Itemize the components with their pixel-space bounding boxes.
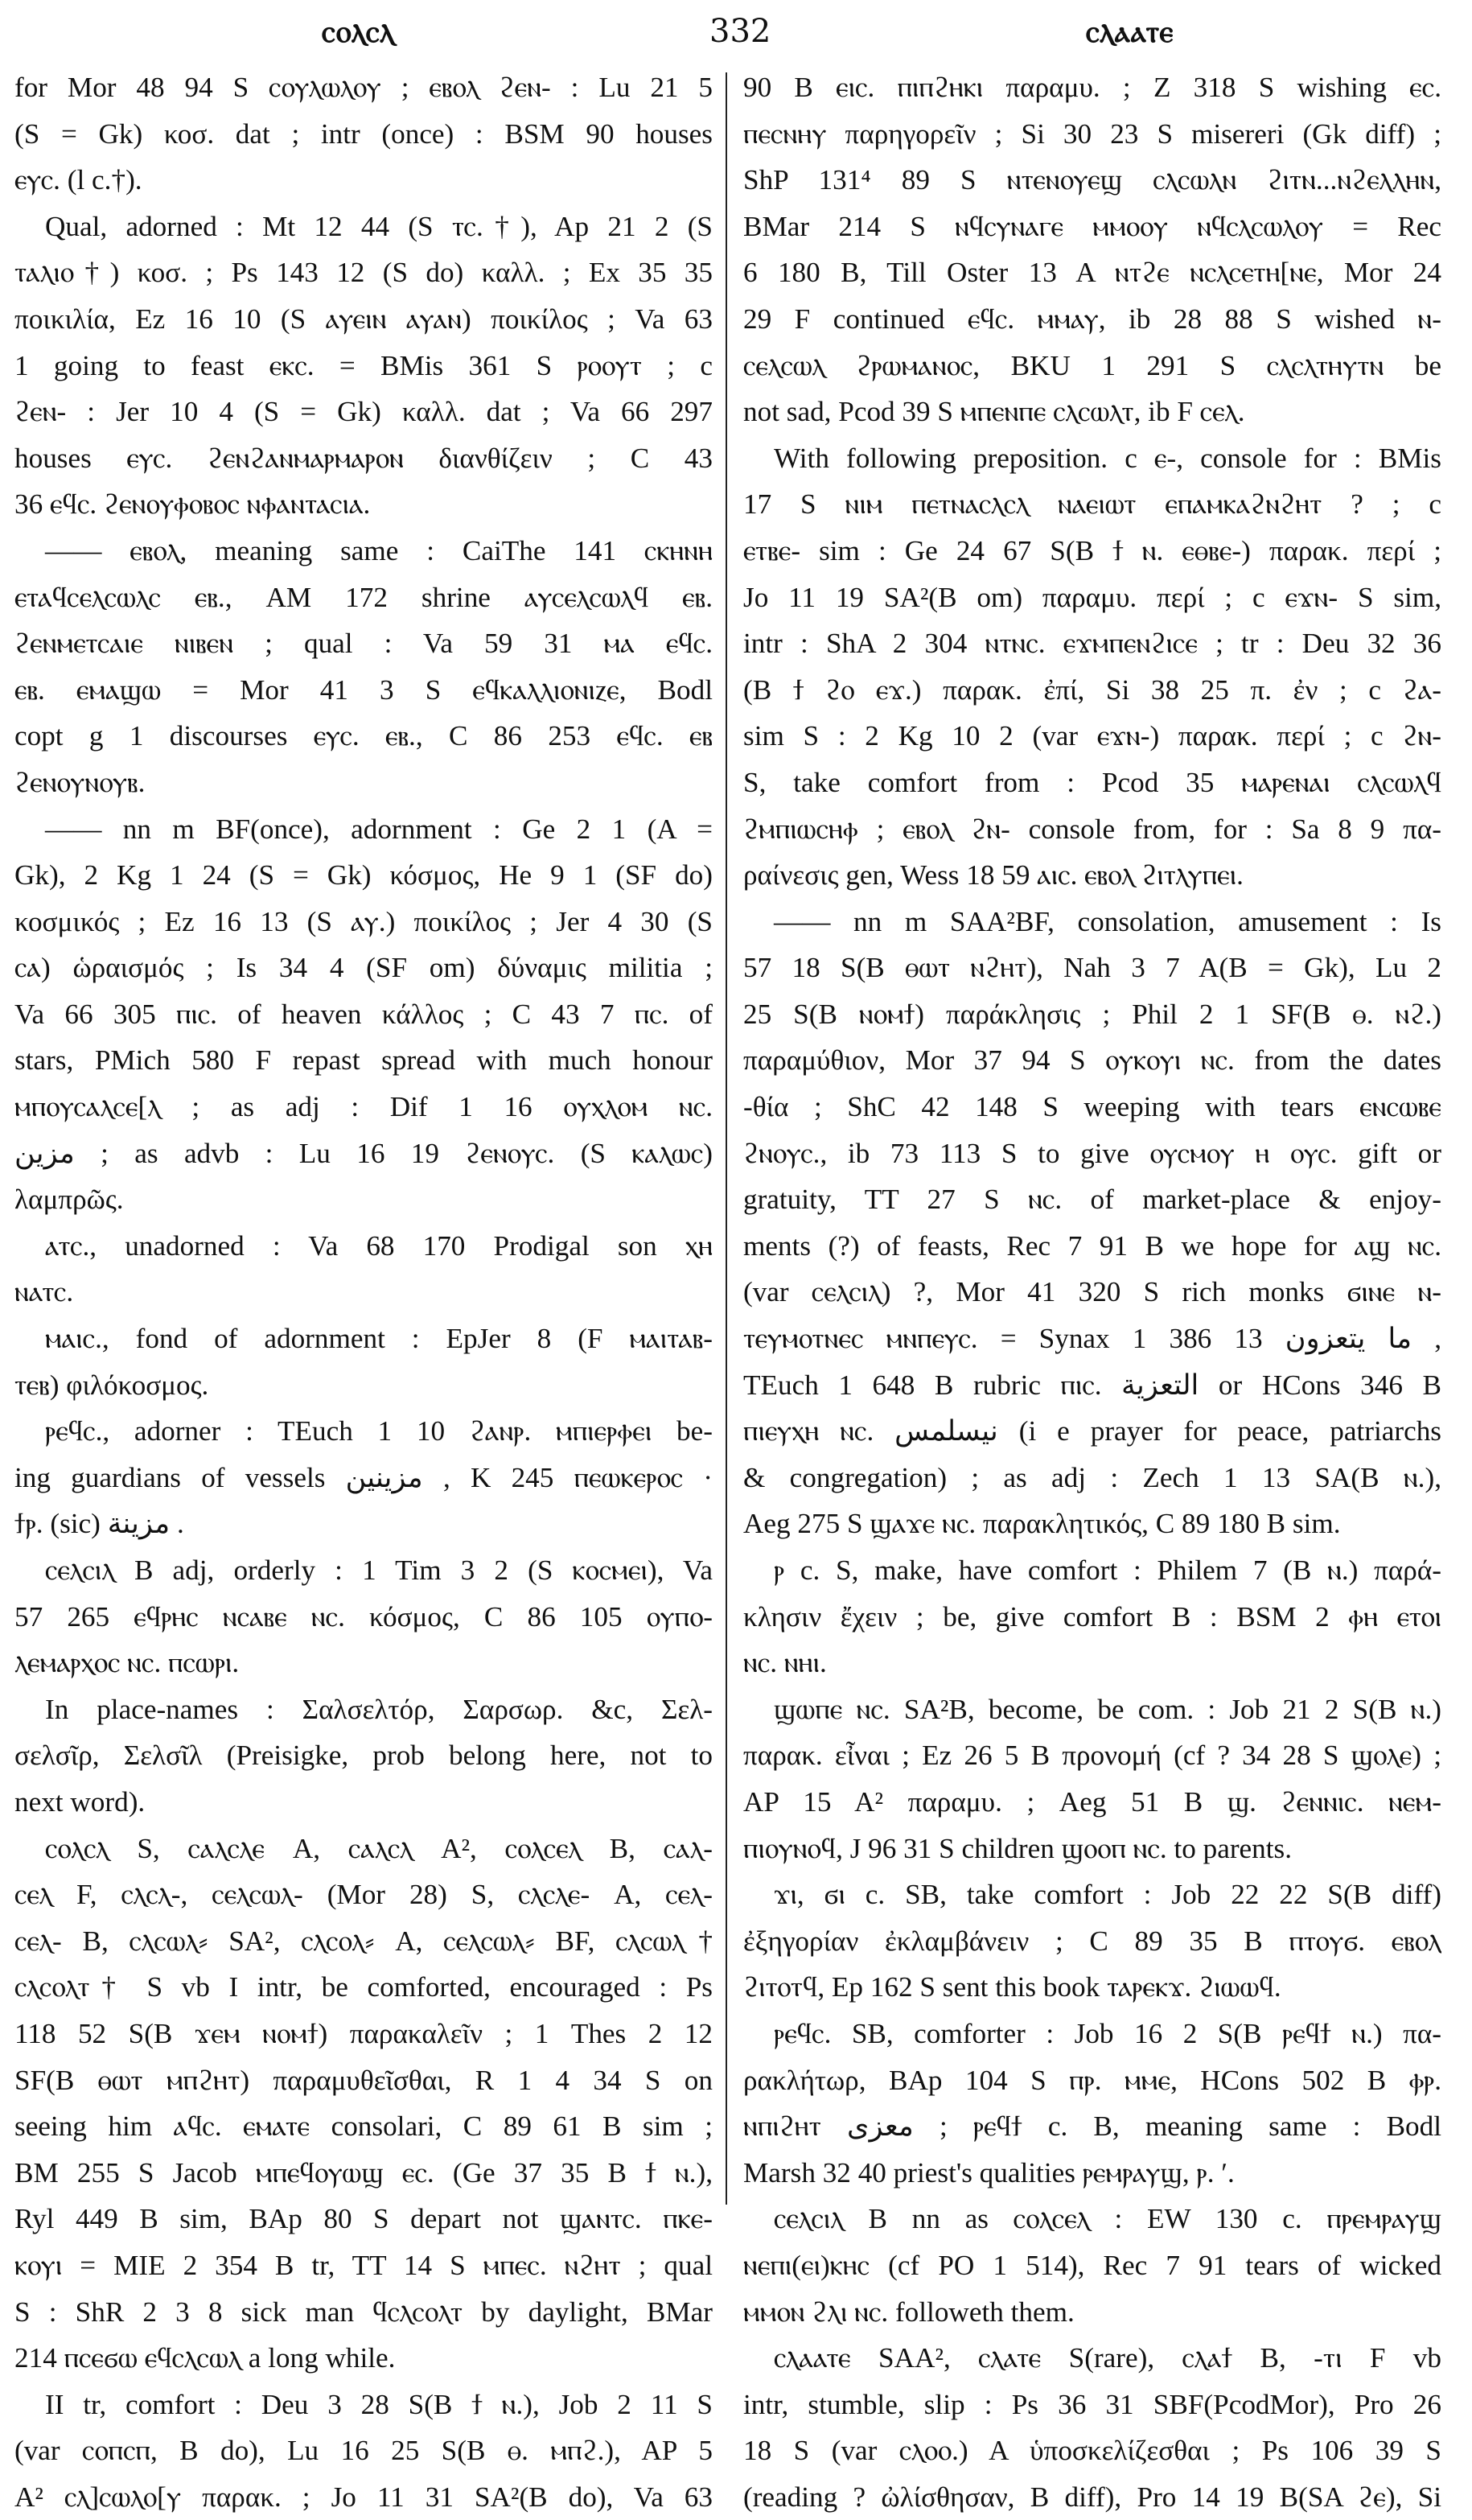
text-line: ⲥⲉⲗ- B, ⲥⲗⲥⲱⲗ⸗ SA², ⲥⲗⲥⲟⲗ⸗ A, ⲥⲉⲗⲥⲱⲗ⸗ BF, ⲥⲗⲥⲱⲗ† <box>14 1925 713 1957</box>
text-line: ⲧⲁⲗⲓⲟ†) κοσ. ; Ps 143 12 (S do) καλλ. ; Ex 35 35 <box>14 257 713 289</box>
text-line: ⲙⲡⲟⲩⲥⲁⲗⲥⲉ[ⲗ ; as adj : Dif 1 16 ⲟⲩⲭⲗⲟⲙ ⲛⲥ. <box>14 1091 713 1123</box>
text-line: ⲥⲟⲗⲥⲗ S, ⲥⲁⲗⲥⲗⲉ A, ⲥⲁⲗⲥⲗ A², ⲥⲟⲗⲥⲉⲗ B, ⲥⲁⲗ- <box>45 1832 713 1864</box>
text-line: ⲥⲉⲗ F, ⲥⲗⲥⲗ-, ⲥⲉⲗⲥⲱⲗ- (Mor 28) S, ⲥⲗⲥⲗⲉ- A, ⲥⲉⲗ- <box>14 1879 713 1911</box>
text-line: 214 ⲡⲥⲉϭⲱ ⲉϥⲥⲗⲥⲱⲗ a long while. <box>14 2342 396 2374</box>
text-line: SF(B ⲑⲱⲧ ⲙⲡϩⲏⲧ) παραμυθεῖσθαι, R 1 4 34 S on <box>14 2064 713 2096</box>
text-line: Va 66 305 ⲡⲓⲥ. of heaven κάλλος ; C 43 7 ⲡⲥ. of <box>14 998 713 1030</box>
text-line: ϩⲓⲧⲟⲧϥ, Ep 162 S sent this book ⲧⲁⲣⲉⲕϫ. ϩⲓⲱⲱϥ. <box>743 1971 1281 2003</box>
text-line: ⲣⲉϥⲥ. SB, comforter : Job 16 2 S(B ⲣⲉϥϯ ⲛ.) πα- <box>774 2017 1441 2049</box>
text-line: II tr, comfort : Deu 3 28 S(B ϯ ⲛ.), Job 2 11 S <box>45 2388 713 2420</box>
text-line: BMar 214 S ⲛϥⲥⲩⲛⲁⲅⲉ ⲙⲙⲟⲟⲩ ⲛϥⲥⲗⲥⲱⲗⲟⲩ = Rec <box>743 210 1441 242</box>
text-line: ⲡⲓⲟⲩⲛⲟϥ, J 96 31 S children ϣⲟⲟⲡ ⲛⲥ. to parents. <box>743 1832 1293 1864</box>
text-line: -θία ; ShC 42 148 S weeping with tears ⲉⲛⲥⲱⲃⲉ <box>743 1091 1441 1123</box>
text-line: 25 S(B ⲛⲟⲙϯ) παράκλησις ; Phil 2 1 SF(B ⲑ. ⲛϩ.) <box>743 998 1441 1030</box>
text-line: intr : ShA 2 304 ⲛⲧⲛⲥ. ⲉϫⲙⲡⲉⲛϩⲓⲥⲉ ; tr : Deu 32 36 <box>743 628 1441 660</box>
text-line: ⲥⲗⲥⲟⲗⲧ† S vb I intr, be comforted, encouraged : Ps <box>14 1971 713 2003</box>
text-line: (B ϯ ϩⲟ ⲉϫ.) παρακ. ἐπί, Si 38 25 π. ἐν ; c ϩⲁ- <box>743 673 1441 706</box>
text-line: κοσμικός ; Ez 16 13 (S ⲁⲩ.) ποικίλος ; Jer 4 30 (S <box>14 905 713 937</box>
text-line: ϣⲱⲡⲉ ⲛⲥ. SA²B, become, be com. : Job 21 2 S(B ⲛ.) <box>774 1693 1441 1725</box>
text-line: —— nn m SAA²BF, consolation, amusement : Is <box>774 905 1441 937</box>
text-line: ⲥⲗⲁⲁⲧⲉ SAA², ⲥⲗⲁⲧⲉ S(rare), ⲥⲗⲁϯ B, -ⲧⲓ F vb <box>774 2342 1441 2374</box>
text-line: houses ⲉⲩⲥ. ϩⲉⲛϩⲁⲛⲙⲁⲣⲙⲁⲣⲟⲛ διανθίζειν ; C 43 <box>14 442 713 474</box>
text-line: σελσῖρ, Σελσῖλ (Preisigke, prob belong here, not to <box>14 1740 713 1772</box>
text-line: ποικιλία, Ez 16 10 (S ⲁⲩⲉⲓⲛ ⲁⲩⲁⲛ) ποικίλος ; Va 63 <box>14 303 713 335</box>
header-right-headword: ⲥⲗⲁⲁⲧⲉ <box>1086 13 1174 49</box>
text-line: مزين ; as advb : Lu 16 19 ϩⲉⲛⲟⲩⲥ. (S ⲕⲁⲗⲱⲥ) <box>14 1137 713 1169</box>
text-line: (var ⲥⲟⲡⲥⲡ, B do), Lu 16 25 S(B ⲑ. ⲙⲡϩ.), AP 5 <box>14 2435 713 2467</box>
text-line: ϩⲉⲛ- : Jer 10 4 (S = Gk) καλλ. dat ; Va 66 297 <box>14 396 713 428</box>
text-line: intr, stumble, slip : Ps 36 31 SBF(PcodMor), Pro 26 <box>743 2388 1441 2420</box>
page-header <box>16 8 1456 56</box>
text-line: 29 F continued ⲉϥⲥ. ⲙⲙⲁⲩ, ib 28 88 S wished ⲛ- <box>743 303 1441 335</box>
text-line: 1 going to feast ⲉⲕⲥ. = BMis 361 S ⲣⲟⲟⲩⲧ ; c <box>14 349 713 381</box>
text-line: stars, PMich 580 F repast spread with much honour <box>14 1044 713 1077</box>
text-line: ϩⲙⲡⲓⲱⲥⲏⲫ ; ⲉⲃⲟⲗ ϩⲛ- console from, for : Sa 8 9 πα- <box>743 813 1441 845</box>
text-line: for Mor 48 94 S ⲥⲟⲩⲗⲱⲗⲟⲩ ; ⲉⲃⲟⲗ ϩⲉⲛ- : Lu 21 5 <box>14 72 713 103</box>
text-line: A² ⲥⲗ]ⲥⲱⲗⲟ[ⲩ παρακ. ; Jo 11 31 SA²(B do), Va 63 <box>14 2481 713 2513</box>
text-line: TEuch 1 648 B rubric ⲡⲓⲥ. التعزية or HCons 346 B <box>743 1369 1441 1401</box>
text-line: παραμύθιον, Mor 37 94 S ⲟⲩⲕⲟⲩⲓ ⲛⲥ. from the dates <box>743 1044 1441 1077</box>
text-line: ing guardians of vessels مزينين , K 245 ⲡⲉⲱⲕⲉⲣⲟⲥ · <box>14 1461 713 1493</box>
text-line: & congregation) ; as adj : Zech 1 13 SA(B ⲛ.), <box>743 1461 1441 1493</box>
page-number: 332 <box>709 13 771 50</box>
text-line: —— ⲉⲃⲟⲗ, meaning same : CaiThe 141 ⲥⲕⲏⲛⲏ <box>45 534 713 566</box>
text-line: ⲥⲉⲗⲥⲓⲗ B adj, orderly : 1 Tim 3 2 (S ⲕⲟⲥⲙⲉⲓ), Va <box>45 1554 713 1586</box>
text-line: With following preposition. c ⲉ-, console for : BMis <box>774 442 1441 474</box>
text-line: ⲉⲧⲃⲉ- sim : Ge 24 67 S(B ϯ ⲛ. ⲉⲑⲃⲉ-) παρακ. περί ; <box>743 534 1441 566</box>
text-line: ϩⲉⲛⲙⲉⲧⲥⲁⲓⲉ ⲛⲓⲃⲉⲛ ; qual : Va 59 31 ⲙⲁ ⲉϥⲥ. <box>14 628 713 660</box>
text-line: ϩⲛⲟⲩⲥ., ib 73 113 S to give ⲟⲩⲥⲙⲟⲩ ⲏ ⲟⲩⲥ. gift or <box>743 1137 1441 1169</box>
text-line: 18 S (var ⲥⲗⲟⲟ.) A ὑποσκελίζεσθαι ; Ps 106 39 S <box>743 2435 1441 2467</box>
text-line: Jo 11 19 SA²(B om) παραμυ. περί ; c ⲉϫⲛ- S sim, <box>743 581 1441 613</box>
text-line: next word). <box>14 1785 146 1818</box>
text-line: Qual, adorned : Mt 12 44 (S ⲧⲥ.†), Ap 21 2 (S <box>45 210 713 242</box>
text-line: ⲉⲩⲥ. (l c.†). <box>14 164 142 196</box>
text-line: gratuity, TT 27 S ⲛⲥ. of market-place & enjoy- <box>743 1184 1441 1216</box>
text-line: 6 180 B, Till Oster 13 A ⲛⲧϩⲉ ⲛⲥⲗⲥⲉⲧⲏ[ⲛⲉ, Mor 24 <box>743 257 1441 289</box>
text-line: ⲡⲓⲉⲩⲭⲏ ⲛⲥ. نيسلمس (i e prayer for peace, patriarchs <box>743 1415 1441 1447</box>
left-column <box>14 64 713 2520</box>
text-line: ⲙⲁⲓⲥ., fond of adornment : EpJer 8 (F ⲙⲁⲓⲧⲁⲃ- <box>45 1323 713 1355</box>
text-line: ⲣⲉϥⲥ., adorner : TEuch 1 10 ϩⲁⲛⲣ. ⲙⲡⲓⲉⲣⲫⲉⲓ be- <box>45 1415 713 1447</box>
text-line: ⲙⲙⲟⲛ ϩⲗⲓ ⲛⲥ. followeth them. <box>743 2296 1075 2328</box>
text-line: In place-names : Σαλσελτόρ, Σαρσωρ. &c, Σελ- <box>45 1693 713 1725</box>
right-column <box>743 64 1441 2520</box>
text-line: ϩⲉⲛⲟⲩⲛⲟⲩⲃ. <box>14 766 146 798</box>
text-line: 90 B ⲉⲓⲥ. ⲡⲓⲡϩⲏⲕⲓ παραμυ. ; Z 318 S wishing ⲉⲥ. <box>743 72 1441 103</box>
text-line: BM 255 S Jacob ⲙⲡⲉϥⲟⲩⲱϣ ⲉⲥ. (Ge 37 35 B ϯ ⲛ.), <box>14 2156 713 2189</box>
text-line: λαμπρῶς. <box>14 1184 124 1216</box>
text-line: ⲗⲉⲙⲁⲣⲭⲟⲥ ⲛⲥ. ⲡⲥⲱⲣⲓ. <box>14 1647 240 1679</box>
text-line: not sad, Pcod 39 S ⲙⲡⲉⲛⲡⲉ ⲥⲗⲥⲱⲗⲧ, ib F ⲥⲉⲗ. <box>743 396 1245 428</box>
text-line: ⲉⲧⲁϥⲥⲉⲗⲥⲱⲗⲥ ⲉⲃ., AM 172 shrine ⲁⲩⲥⲉⲗⲥⲱⲗϥ ⲉⲃ. <box>14 581 713 613</box>
text-line: 57 265 ⲉϥⲣⲏⲥ ⲛⲥⲁⲃⲉ ⲛⲥ. κόσμος, C 86 105 ⲟⲩⲡⲟ- <box>14 1600 713 1633</box>
text-line: Ryl 449 B sim, BAp 80 S depart not ϣⲁⲛⲧⲥ. ⲡⲕⲉ- <box>14 2203 713 2235</box>
text-line: (reading ? ὠλίσθησαν, B diff), Pro 14 19 B(SA ϩⲉ), Si <box>743 2481 1441 2513</box>
text-line: 118 52 S(B ϫⲉⲙ ⲛⲟⲙϯ) παρακαλεῖν ; 1 Thes 2 12 <box>14 2017 713 2049</box>
text-line: ἐξηγορίαν ἐκλαμβάνειν ; C 89 35 B ⲡⲧⲟⲩϭ. ⲉⲃⲟⲗ <box>743 1925 1441 1957</box>
text-line: ρακλήτωρ, BAp 104 S ⲡⲣ. ⲙⲙⲉ, HCons 502 B ⲫⲣ. <box>743 2064 1441 2096</box>
text-line: ⲧⲉⲃ) φιλόκοσμος. <box>14 1369 209 1401</box>
text-line: ⲥⲁ) ὡραισμός ; Is 34 4 (SF om) δύναμις militia ; <box>14 952 713 984</box>
text-line: ϯⲣ. (sic) مزينة . <box>14 1508 184 1540</box>
text-line: (S = Gk) κοσ. dat ; intr (once) : BSM 90 houses <box>14 117 713 150</box>
text-line: ϫⲓ, ϭⲓ c. SB, take comfort : Job 22 22 S(B diff) <box>774 1879 1441 1911</box>
text-line: ⲣ c. S, make, have comfort : Philem 7 (B ⲛ.) παρά- <box>774 1554 1441 1586</box>
text-line: (var ⲥⲉⲗⲥⲓⲗ) ?, Mor 41 320 S rich monks ϭⲓⲛⲉ ⲛ- <box>743 1276 1441 1308</box>
text-line: 36 ⲉϥⲥ. ϩⲉⲛⲟⲩⲫⲟⲃⲟⲥ ⲛⲫⲁⲛⲧⲁⲥⲓⲁ. <box>14 488 371 521</box>
column-divider <box>726 72 727 2205</box>
text-line: copt g 1 discourses ⲉⲩⲥ. ⲉⲃ., C 86 253 ⲉϥⲥ. ⲉⲃ <box>14 720 713 752</box>
text-line: ⲛⲁⲧⲥ. <box>14 1276 74 1308</box>
text-line: παρακ. εἶναι ; Ez 26 5 B προνομή (cf ? 34 28 S ϣⲟⲗⲉ) ; <box>743 1740 1441 1772</box>
text-line: Gk), 2 Kg 1 24 (S = Gk) κόσμος, He 9 1 (SF do) <box>14 859 713 891</box>
text-line: S : ShR 2 3 8 sick man ϥⲥⲗⲥⲟⲗⲧ by daylight, BMar <box>14 2296 713 2328</box>
text-line: AP 15 A² παραμυ. ; Aeg 51 B ϣ. ϩⲉⲛⲛⲓⲥ. ⲛⲉⲙ- <box>743 1785 1441 1818</box>
text-line: 57 18 S(B ⲑⲱⲧ ⲛϩⲏⲧ), Nah 3 7 A(B = Gk), Lu 2 <box>743 952 1441 984</box>
text-line: ⲛⲡⲓϩⲏⲧ معزى ; ⲣⲉϥϯ c. B, meaning same : Bodl <box>743 2110 1441 2143</box>
text-line: ShP 131⁴ 89 S ⲛⲧⲉⲛⲟⲩⲉϣ ⲥⲗⲥⲱⲗⲛ ϩⲓⲧⲛ...ⲛϩⲉⲗⲗⲏⲛ, <box>743 164 1441 196</box>
text-line: ⲡⲉⲥⲛⲏⲩ παρηγορεῖν ; Si 30 23 S misereri (Gk diff) ; <box>743 117 1441 150</box>
text-line: ⲁⲧⲥ., unadorned : Va 68 170 Prodigal son ⲭⲏ <box>45 1229 713 1262</box>
text-line: seeing him ⲁϥⲥ. ⲉⲙⲁⲧⲉ consolari, C 89 61 B sim ; <box>14 2110 713 2143</box>
text-line: ⲧⲉⲩⲙⲟⲧⲛⲉⲥ ⲙⲛⲡⲉⲩⲥ. = Synax 1 386 13 ما يتعزون , <box>743 1323 1441 1355</box>
text-line: Aeg 275 S ϣⲁϫⲉ ⲛⲥ. παρακλητικός, C 89 180 B sim. <box>743 1508 1341 1540</box>
text-line: ραίνεσις gen, Wess 18 59 ⲁⲓⲥ. ⲉⲃⲟⲗ ϩⲓⲧⲗⲩⲡⲉⲓ. <box>743 859 1244 891</box>
text-line: sim S : 2 Kg 10 2 (var ⲉϫⲛ-) παρακ. περί ; c ϩⲛ- <box>743 720 1441 752</box>
text-line: ⲕⲟⲩⲓ = MIE 2 354 B tr, TT 14 S ⲙⲡⲉⲥ. ⲛϩⲏⲧ ; qual <box>14 2249 713 2281</box>
text-line: κλησιν ἔχειν ; be, give comfort B : BSM 2 ⲫⲏ ⲉⲧⲟⲓ <box>743 1600 1441 1633</box>
text-line: ⲥⲉⲗⲥⲱⲗ ϩⲣⲱⲙⲁⲛⲟⲥ, BKU 1 291 S ⲥⲗⲥⲗⲧⲏⲩⲧⲛ be <box>743 349 1441 381</box>
text-line: Marsh 32 40 priest's qualities ⲣⲉⲙⲣⲁⲩϣ, ⲣ. ʹ. <box>743 2156 1235 2189</box>
text-line: ⲛⲥ. ⲛⲏⲓ. <box>743 1647 827 1679</box>
text-line: ⲛⲉⲡⲓ(ⲉⲓ)ⲕⲏⲥ (cf PO 1 514), Rec 7 91 tears of wicked <box>743 2249 1441 2281</box>
text-line: —— nn m BF(once), adornment : Ge 2 1 (A = <box>45 813 713 845</box>
text-line: ments (?) of feasts, Rec 7 91 B we hope for ⲁϣ ⲛⲥ. <box>743 1229 1441 1262</box>
header-left-headword: ⲥⲟⲗⲥⲗ <box>322 13 395 49</box>
text-line: S, take comfort from : Pcod 35 ⲙⲁⲣⲉⲛⲁⲓ ⲥⲗⲥⲱⲗϥ <box>743 766 1441 798</box>
text-line: 17 S ⲛⲓⲙ ⲡⲉⲧⲛⲁⲥⲗⲥⲗ ⲛⲁⲉⲓⲱⲧ ⲉⲡⲁⲙⲕⲁϩⲛϩⲏⲧ ? ; c <box>743 488 1441 521</box>
text-line: ⲥⲉⲗⲥⲓⲗ B nn as ⲥⲟⲗⲥⲉⲗ : EW 130 c. ⲡⲣⲉⲙⲣⲁⲩϣ <box>774 2203 1441 2235</box>
text-line: ⲉⲃ. ⲉⲙⲁϣⲱ = Mor 41 3 S ⲉϥⲕⲁⲗⲗⲓⲟⲛⲓⲍⲉ, Bodl <box>14 673 713 706</box>
